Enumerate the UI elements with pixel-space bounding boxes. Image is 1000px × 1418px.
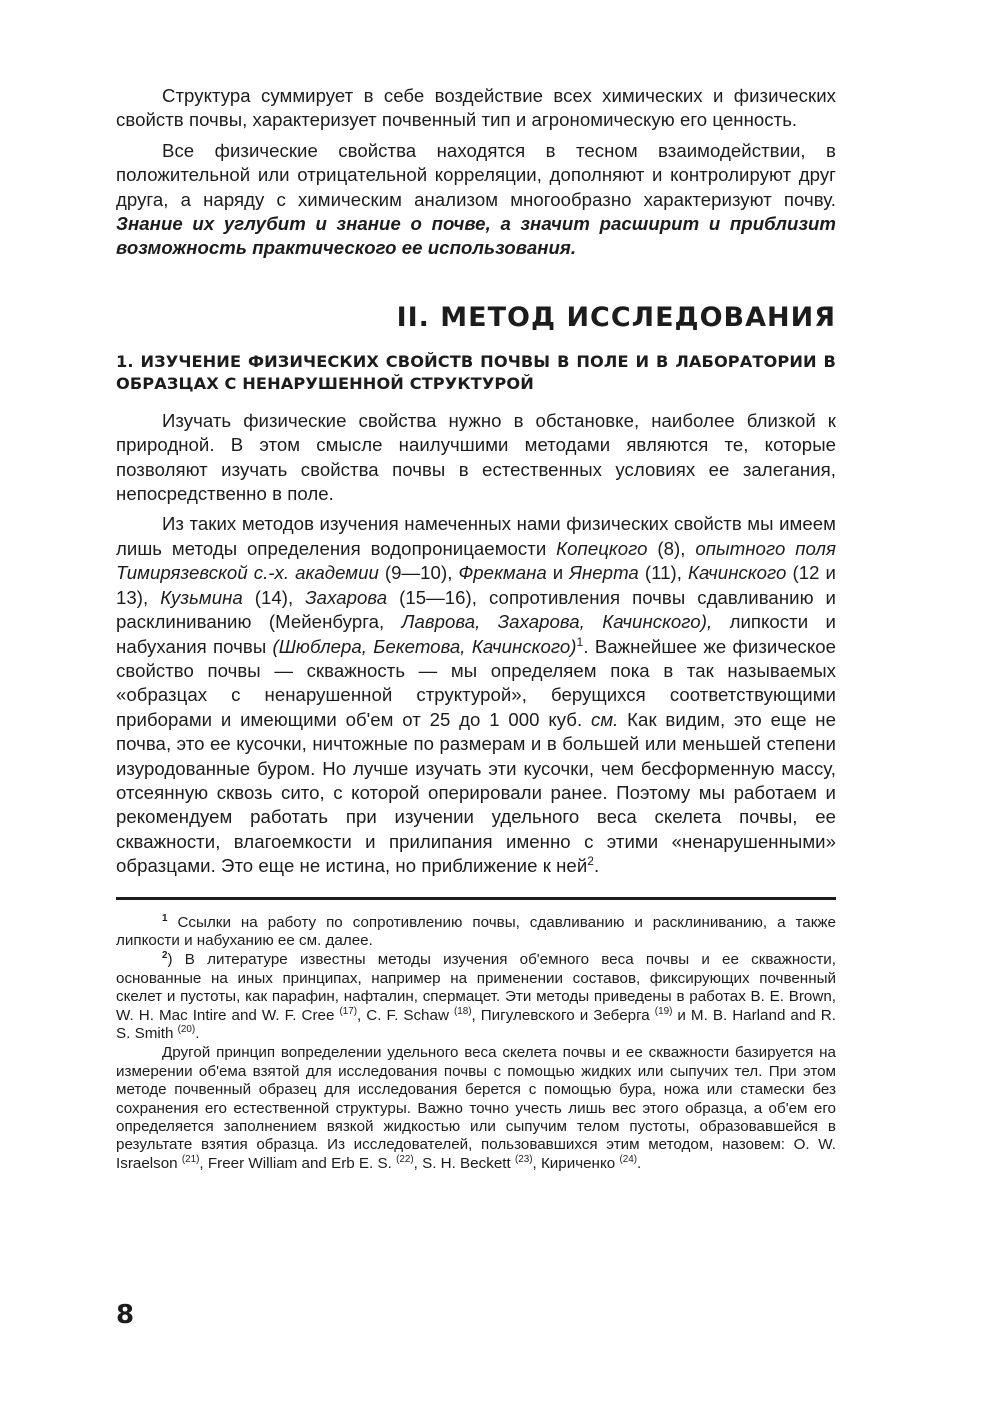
body-paragraph-1: Изучать физические свойства нужно в обстановке, наиболее близкой к природной. В этом смысле наилучшими методами являются те, которые позволяют изучать свойства почвы в естественных условиях ее залегания, непосредственно в поле. (116, 409, 836, 505)
footnote-text: . (637, 1154, 642, 1172)
footnote-text: Ссылки на работу по сопротивлению почвы, сдавливанию и расклиниванию, а также липкости и набуханию ее см. далее. (116, 913, 836, 949)
intro-paragraph-2 (116, 139, 836, 261)
body-text-segment: . (594, 855, 600, 877)
footnote-1 (116, 914, 836, 951)
body-text-segment: (9—10), (378, 562, 459, 584)
body-text-segment: . Важнейшее же физическое свойство почвы — скважность — мы определяем пока в так называемых «образцах с ненарушенной структурой», берущихся соответствующими приборами и имеющими об'ем от 25 до 1 000 куб. (116, 635, 836, 730)
reference-number: (17) (339, 1005, 357, 1017)
footnote-divider (116, 897, 836, 900)
section-heading: 1. ИЗУЧЕНИЕ ФИЗИЧЕСКИХ СВОЙСТВ ПОЧВЫ В ПОЛЕ И В ЛАБОРАТОРИИ В ОБРАЗЦАХ С НЕНАРУШЕННОЙ СТРУКТУРОЙ (116, 351, 836, 393)
author-name: Качинского (687, 562, 787, 584)
footnote-text: и M. B. Harland and R. S. Smith (116, 1006, 836, 1042)
author-name: опытного поля Тимирязевской с.-х. академии (116, 537, 836, 584)
footnote-mark: 1 (162, 912, 168, 924)
footnote-mark: 2 (162, 950, 168, 962)
body-text-segment: (8), (647, 537, 696, 559)
unit-abbreviation: см. (591, 708, 619, 730)
footnote-ref: 2 (587, 853, 595, 868)
reference-number: (21) (181, 1153, 200, 1165)
footnote-ref: 1 (576, 634, 584, 649)
body-paragraph-2 (116, 512, 836, 878)
footnote-text: . (195, 1025, 200, 1042)
footnote-3 (116, 1044, 836, 1173)
author-name: Янерта (569, 562, 639, 584)
body-text-segment: (15—16), сопротивления почвы сдавливанию и расклиниванию (Мейенбурга, (116, 586, 836, 633)
body-text-segment: (11), (638, 562, 688, 584)
reference-number: (20) (177, 1023, 196, 1035)
footnote-text: , Freer William and Erb E. S. (199, 1154, 397, 1172)
footnote-text: Другой принцип вопределении удельного веса скелета почвы и ее скважности базируется на измерении об'ема взятой для исследования почвы с помощью жидких или сыпучих тел. При этом методе почвенный образец для исследования берется с помощью бура, ножа или стамески без сохранения его естественной структуры. Важно точно учесть лишь вес этого образца, а об'ем его определяется заполнением вязкой жидкостью или сыпучим телом пустоты, образовавшейся в результате взятия образца. Из исследователей, пользовавшихся этим методом, назовем: O. W. Israelson (116, 1044, 836, 1172)
reference-number: (24) (619, 1153, 637, 1165)
author-name: Захарова (305, 586, 388, 608)
body-text-segment: и (546, 562, 570, 584)
footnote-text: , S. H. Beckett (413, 1154, 515, 1172)
intro-paragraph-2-text: Все физические свойства находятся в тесном взаимодействии, в положительной или отрицательной корреляции, дополняют и контролируют друг друга, а наряду с химическим анализом многообразно характеризуют почву. (116, 139, 836, 210)
intro-paragraph-2-emphasis: Знание их углубит и знание о почве, а значит расширит и приблизит возможность практического ее использования. (116, 213, 836, 259)
page-number: 8 (116, 1300, 135, 1330)
footnote-text: , C. F. Schaw (357, 1006, 454, 1024)
body-text-segment: Как видим, это еще не почва, это ее кусочки, ничтожные по размерам и в большей или меньшей степени изуродованные буром. Но лучше изучать эти кусочки, чем бесформенную массу, отсеянную сквозь сито, с которой оперировали ранее. Поэтому мы работаем и рекомендуем работать при изучении удельного веса скелета почвы, ее скважности, влагоемкости и прилипания именно с этими «ненарушенными» образцами. Это еще не истина, но приближение к ней (116, 708, 837, 877)
footnote-text: , Пигулевского и Зеберга (471, 1006, 655, 1024)
intro-paragraph-1: Структура суммирует в себе воздействие всех химических и физических свойств почвы, характеризует почвенный тип и агрономическую его ценность. (116, 85, 836, 131)
body-text-segment: (14), (242, 586, 306, 608)
author-name: Фрекмана (458, 562, 547, 584)
body-text-segment: (12 и 13), (116, 562, 836, 608)
reference-number: (23) (514, 1153, 533, 1165)
footnote-text: ) В литературе известны методы изучения об'емного веса почвы и ее скважности, основанные на иных принципах, например на применении составов, фиксирующих почвенный скелет и пустоты, как парафин, нафталин, спермацет. Эти методы приведены в работах B. E. Brown, W. H. Mac Intire and W. F. Cree (116, 951, 836, 1024)
author-name: Кузьмина (160, 586, 243, 608)
author-name: Лаврова, Захарова, Качинского), (401, 611, 713, 633)
body-text-segment: липкости и набухания почвы (116, 611, 836, 657)
reference-number: (22) (396, 1153, 414, 1165)
page-content (116, 84, 836, 1174)
author-name: Копецкого (556, 537, 648, 559)
body-text-segment: Из таких методов изучения намеченных нами физических свойств мы имеем лишь методы определения водопроницаемости (116, 513, 836, 559)
footnote-2 (116, 951, 836, 1043)
chapter-heading: II. МЕТОД ИССЛЕДОВАНИЯ (396, 301, 836, 333)
reference-number: (19) (654, 1005, 673, 1017)
footnote-text: , Кириченко (532, 1154, 620, 1172)
reference-number: (18) (453, 1005, 472, 1017)
author-name: (Шюблера, Бекетова, Качинского) (272, 635, 577, 657)
